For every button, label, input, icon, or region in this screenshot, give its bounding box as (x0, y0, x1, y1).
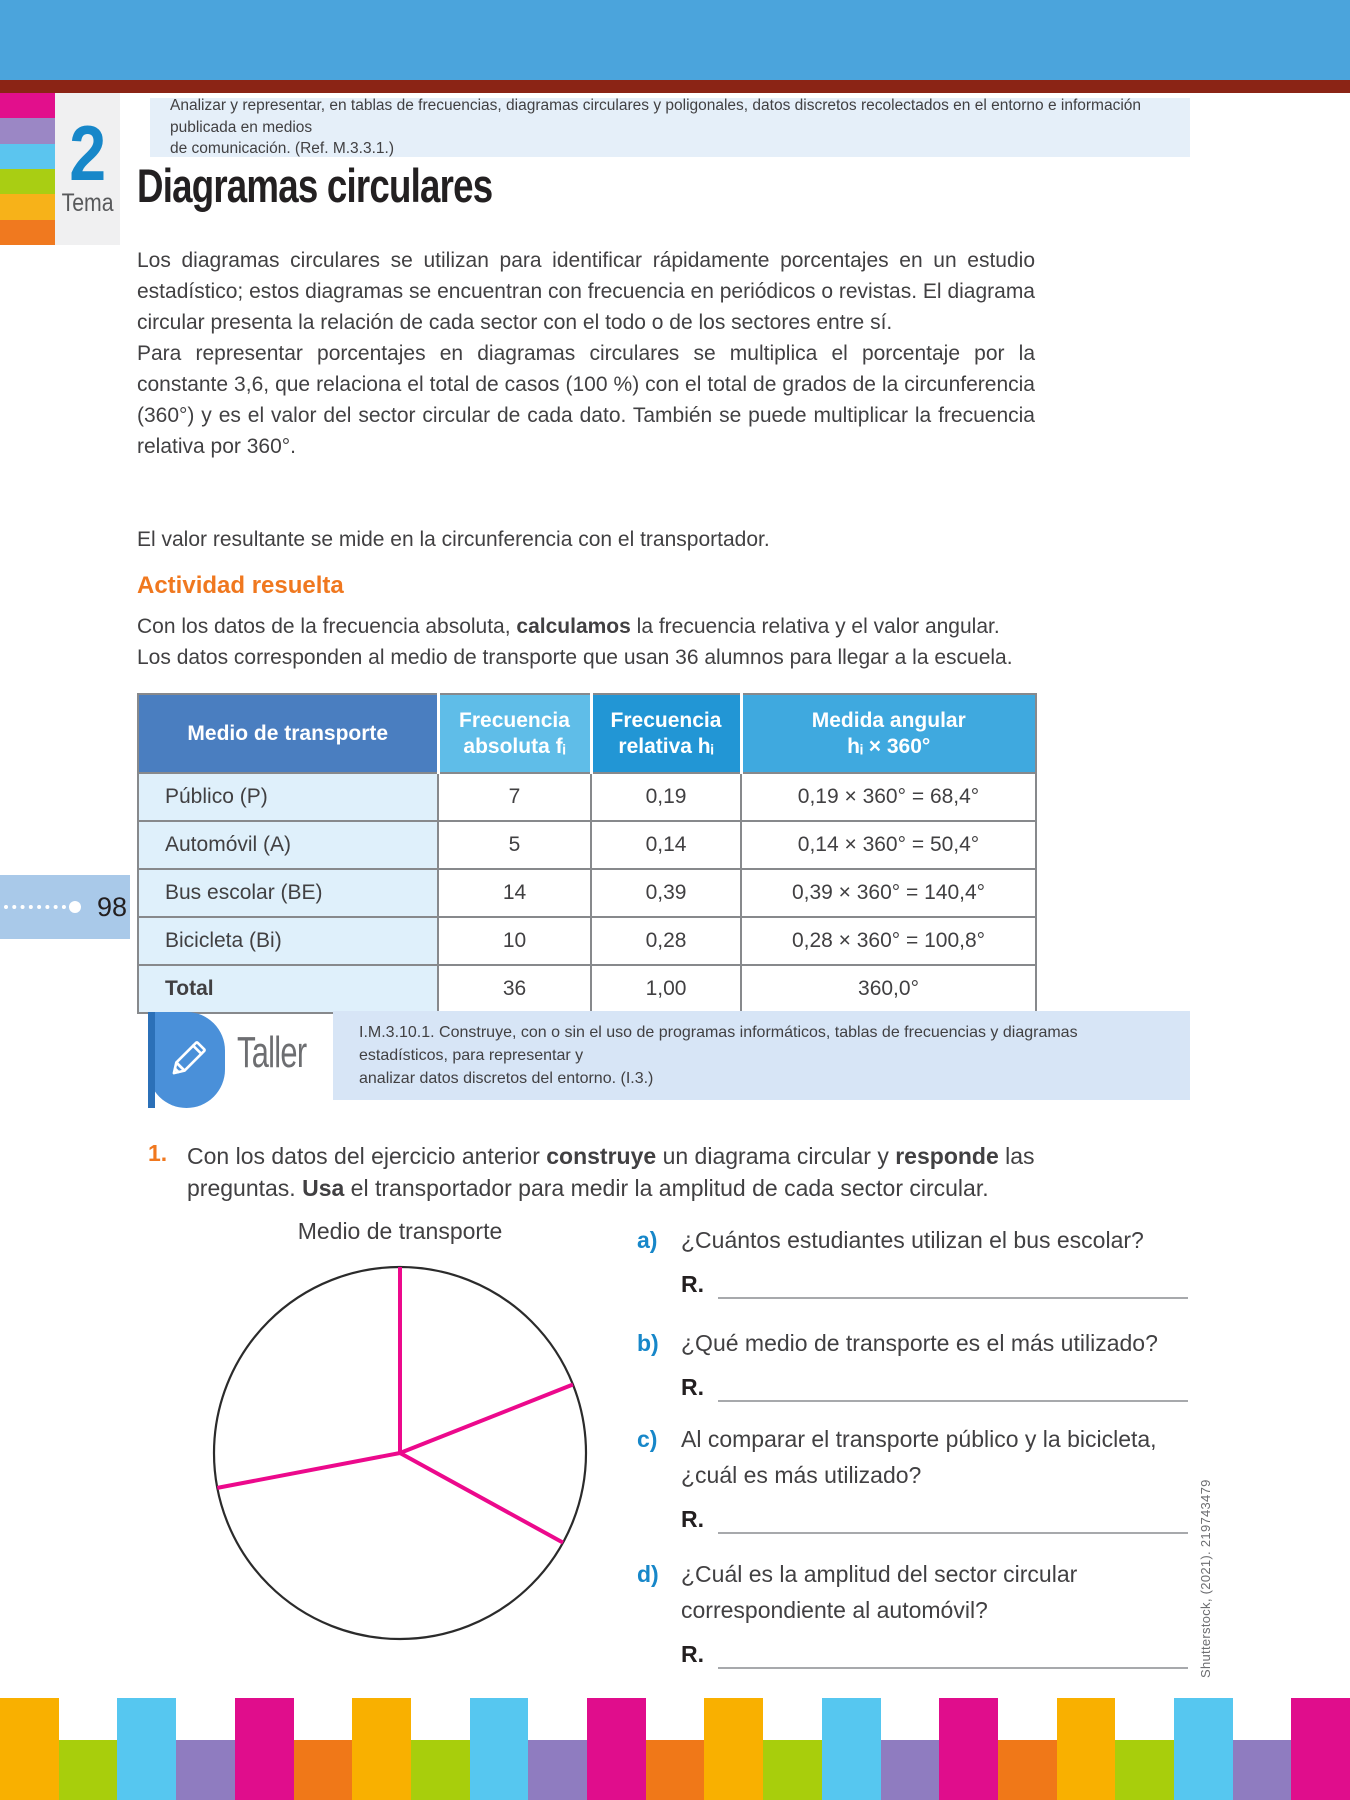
question-block (637, 1222, 1188, 1299)
taller-label: Taller (237, 1028, 307, 1077)
text-run: construye (546, 1143, 657, 1169)
footer-strip-block (294, 1740, 353, 1800)
top-red-band (0, 80, 1350, 93)
table-header-col-1: Frecuencia absoluta fᵢ (438, 694, 591, 773)
photo-credit: Shutterstock, (2021). 219743479 (1198, 1479, 1213, 1678)
answer-line[interactable] (718, 1372, 1188, 1402)
footer-strip-block (704, 1698, 763, 1800)
value-cell: 0,14 (591, 821, 741, 869)
question-block (637, 1556, 1188, 1669)
text-line: Analizar y representar, en tablas de frecuencias, diagramas circulares y poligonales, datos discretos recolectados en el entorno e información publicada en medios (170, 97, 1141, 136)
taller-icon-shape (148, 1012, 225, 1108)
question-letter: b) (637, 1330, 659, 1356)
question-text: Al comparar el transporte público y la bicicleta, ¿cuál es más utilizado? (681, 1426, 1157, 1488)
footer-strip-block (587, 1698, 646, 1800)
answer-line[interactable] (718, 1504, 1188, 1534)
activity-lead (137, 611, 1042, 673)
exercise-text (187, 1140, 1122, 1204)
question-letter: a) (637, 1227, 658, 1253)
value-cell: 36 (438, 965, 591, 1013)
text-run: un diagrama circular y (656, 1143, 896, 1169)
activity-heading: Actividad resuelta (137, 572, 344, 599)
intro-paragraph-3: El valor resultante se mide en la circunferencia con el transportador. (137, 528, 770, 551)
sidebar-stripe (0, 144, 55, 169)
footer-strip-block (1115, 1740, 1174, 1800)
text-run: Con los datos del ejercicio anterior (187, 1143, 547, 1169)
question-letter: c) (637, 1426, 658, 1452)
value-cell: 14 (438, 869, 591, 917)
pie-chart-title: Medio de transporte (297, 1218, 503, 1244)
question-text: ¿Cuántos estudiantes utilizan el bus escolar? (681, 1227, 1144, 1253)
question-letter: d) (637, 1561, 659, 1587)
text-run: la frecuencia relativa y el valor angular. (630, 615, 1000, 638)
tema-badge (55, 93, 120, 245)
text-run: Con los datos de la frecuencia absoluta, (137, 615, 517, 638)
value-cell: 5 (438, 821, 591, 869)
text-run: responde (895, 1143, 999, 1169)
footer-strip-block (0, 1698, 59, 1800)
exercise-number: 1. (148, 1140, 168, 1166)
dotted-line-icon (4, 905, 66, 909)
answer-label: R. (681, 1374, 704, 1400)
footer-color-strip (0, 1698, 1350, 1800)
value-cell: 1,00 (591, 965, 741, 1013)
page-title: Diagramas circulares (137, 159, 493, 212)
row-label-cell: Automóvil (A) (138, 821, 438, 869)
value-cell: 0,19 (591, 773, 741, 821)
answer-label: R. (681, 1506, 704, 1532)
page-number-badge (0, 875, 130, 939)
footer-strip-block (881, 1740, 940, 1800)
footer-strip-block (763, 1740, 822, 1800)
table-row (138, 821, 1036, 869)
table-row (138, 917, 1036, 965)
curriculum-standard-box (150, 98, 1190, 157)
footer-strip-block (176, 1740, 235, 1800)
frequency-table-body (138, 773, 1036, 1013)
value-cell: 0,39 × 360° = 140,4° (741, 869, 1036, 917)
text-line: de comunicación. (Ref. M.3.3.1.) (170, 140, 394, 158)
tema-label: Tema (61, 188, 114, 217)
value-cell: 0,28 (591, 917, 741, 965)
footer-strip-block (59, 1740, 118, 1800)
footer-strip-block (646, 1740, 705, 1800)
sidebar-color-stripes (0, 93, 55, 245)
text-run: preguntas. (187, 1175, 303, 1201)
footer-strip-block (1233, 1740, 1292, 1800)
question-block (637, 1325, 1188, 1402)
table-row (138, 869, 1036, 917)
footer-strip-block (352, 1698, 411, 1800)
page-number: 98 (97, 891, 128, 922)
top-blue-band (0, 0, 1350, 80)
pencil-icon (158, 1031, 216, 1089)
footer-strip-block (939, 1698, 998, 1800)
text-run: las (998, 1143, 1035, 1169)
footer-strip-block (998, 1740, 1057, 1800)
taller-icon-bar (148, 1012, 155, 1108)
answer-line[interactable] (718, 1639, 1188, 1669)
sidebar-stripe (0, 169, 55, 194)
question-text: ¿Qué medio de transporte es el más utilizado? (681, 1330, 1158, 1356)
footer-strip-block (1174, 1698, 1233, 1800)
intro-paragraph-2: Para representar porcentajes en diagramas circulares se multiplica el porcentaje por la constante 3,6, que relaciona el total de casos (100 %) con el total de grados de la circunferencia (360°) y es el valor del sector circular de cada dato. También se puede multiplicar la frecuencia relativa por 360°. (137, 342, 1035, 458)
footer-strip-block (411, 1740, 470, 1800)
text-line: I.M.3.10.1. Construye, con o sin el uso de programas informáticos, tablas de frecuencias y diagramas estadísticos, para representar y (359, 1024, 1078, 1064)
footer-strip-block (822, 1698, 881, 1800)
value-cell: 7 (438, 773, 591, 821)
text-line: analizar datos discretos del entorno. (I.3.) (359, 1070, 654, 1087)
question-block (637, 1421, 1188, 1534)
row-label-cell: Total (138, 965, 438, 1013)
table-header-col-0: Medio de transporte (138, 694, 438, 773)
question-text: ¿Cuál es la amplitud del sector circular correspondiente al automóvil? (681, 1561, 1078, 1623)
row-label-cell: Bicicleta (Bi) (138, 917, 438, 965)
frequency-table (137, 693, 1037, 1014)
intro-paragraph-1: Los diagramas circulares se utilizan para identificar rápidamente porcentajes en un estudio estadístico; estos diagramas se encuentran con frecuencia en periódicos o revistas. El diagrama circular presenta la relación de cada sector con el todo o de los sectores entre sí. (137, 249, 1035, 334)
pie-chart (200, 1253, 600, 1653)
text-run: calculamos (516, 615, 631, 638)
text-run: Los datos corresponden al medio de transporte que usan 36 alumnos para llegar a la escuela. (137, 646, 1013, 669)
dot-icon (69, 901, 81, 913)
text-run: el transportador para medir la amplitud de cada sector circular. (344, 1175, 989, 1201)
sidebar-stripe (0, 118, 55, 143)
table-row (138, 965, 1036, 1013)
footer-strip-block (528, 1740, 587, 1800)
row-label-cell: Bus escolar (BE) (138, 869, 438, 917)
sidebar-stripe (0, 93, 55, 118)
value-cell: 0,19 × 360° = 68,4° (741, 773, 1036, 821)
sidebar-stripe (0, 220, 55, 245)
frequency-table-wrap (137, 693, 1035, 1014)
value-cell: 10 (438, 917, 591, 965)
footer-strip-block (1057, 1698, 1116, 1800)
footer-strip-block (1291, 1698, 1350, 1800)
footer-strip-block (235, 1698, 294, 1800)
value-cell: 0,14 × 360° = 50,4° (741, 821, 1036, 869)
table-header-col-2: Frecuencia relativa hᵢ (591, 694, 741, 773)
table-header-col-3: Medida angular hᵢ × 360° (741, 694, 1036, 773)
value-cell: 0,28 × 360° = 100,8° (741, 917, 1036, 965)
answer-label: R. (681, 1271, 704, 1297)
table-row (138, 773, 1036, 821)
footer-strip-block (470, 1698, 529, 1800)
value-cell: 360,0° (741, 965, 1036, 1013)
footer-strip-block (117, 1698, 176, 1800)
text-run: Usa (302, 1175, 345, 1201)
sidebar-stripe (0, 194, 55, 219)
answer-label: R. (681, 1641, 704, 1667)
answer-line[interactable] (718, 1269, 1188, 1299)
tema-number: 2 (69, 109, 106, 198)
value-cell: 0,39 (591, 869, 741, 917)
frequency-table-head (138, 694, 1036, 773)
row-label-cell: Público (P) (138, 773, 438, 821)
taller-standard-box (333, 1011, 1190, 1100)
